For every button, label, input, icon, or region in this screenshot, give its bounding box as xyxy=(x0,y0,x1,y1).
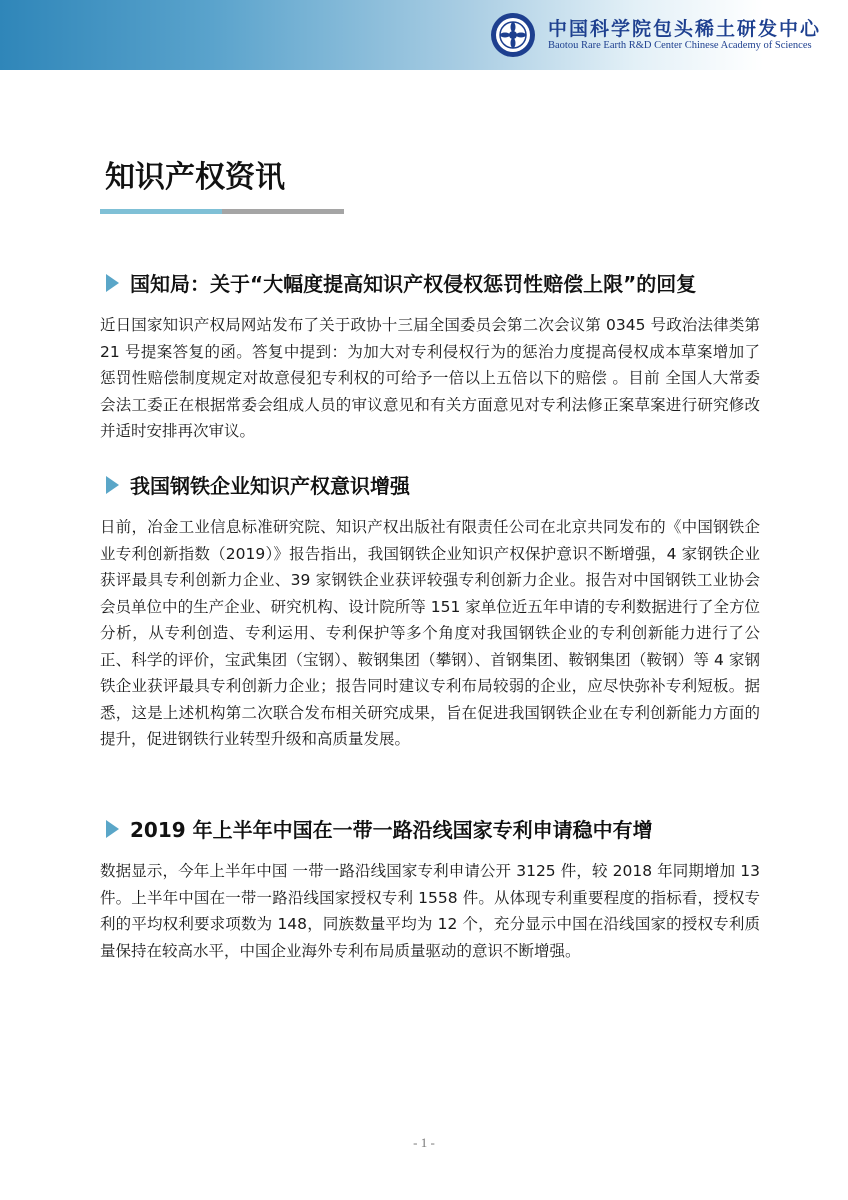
article-heading-text: 国知局：关于“大幅度提高知识产权侵权惩罚性赔偿上限”的回复 xyxy=(130,272,697,296)
triangle-bullet-icon xyxy=(106,274,119,292)
page-number: - 1 - xyxy=(413,1135,435,1150)
triangle-bullet-icon xyxy=(106,820,119,838)
page-title: 知识产权资讯 xyxy=(105,160,285,195)
article-heading xyxy=(100,814,760,844)
title-underline xyxy=(100,209,344,214)
article-heading-text: 我国钢铁企业知识产权意识增强 xyxy=(130,474,410,498)
triangle-bullet-icon xyxy=(106,476,119,494)
article-body: 近日国家知识产权局网站发布了关于政协十三届全国委员会第二次会议第 0345 号政治法律类第 21 号提案答复的函。答复中提到：为加大对专利侵权行为的惩治力度提高侵权成本草案增加了惩罚性赔偿制度规定对故意侵犯专利权的可给予一倍以上五倍以下的赔偿 。目前 全国人大常委会法工委正在根据常委会组成人员的审议意见和有关方面意见对专利法修正案草案进行研究修改并适时安排再次审议。 xyxy=(100,316,760,440)
article-3 xyxy=(100,814,760,964)
article-2 xyxy=(100,470,760,753)
article-heading xyxy=(100,470,760,500)
article-1 xyxy=(100,268,760,445)
org-name-en: Baotou Rare Earth R&D Center Chinese Academy of Sciences xyxy=(548,40,812,51)
article-heading-text: 2019 年上半年中国在一带一路沿线国家专利申请稳中有增 xyxy=(130,818,653,842)
org-name-cn: 中国科学院包头稀土研发中心 xyxy=(548,18,822,40)
article-heading xyxy=(100,268,760,298)
article-body: 日前，冶金工业信息标准研究院、知识产权出版社有限责任公司在北京共同发布的《中国钢铁企业专利创新指数（2019）》报告指出，我国钢铁企业知识产权保护意识不断增强，4 家钢铁企业获评最具专利创新力企业、39 家钢铁企业获评较强专利创新力企业。报告对中国钢铁工业协会会员单位中的生产企业、研究机构、设计院所等 151 家单位近五年申请的专利数据进行了全方位分析，从专利创造、专利运用、专利保护等多个角度对我国钢铁企业的专利创新能力进行了公正、科学的评价，宝武集团（宝钢）、鞍钢集团（攀钢）、首钢集团、鞍钢集团（鞍钢）等 4 家钢铁企业获评最具专利创新力企业；报告同时建议专利布局较弱的企业，应尽快弥补专利短板。据悉，这是上述机构第二次联合发布相关研究成果，旨在促进我国钢铁企业在专利创新能力方面的提升，促进钢铁行业转型升级和高质量发展。 xyxy=(100,518,761,748)
cas-emblem-icon xyxy=(490,12,536,58)
article-body: 数据显示，今年上半年中国 一带一路沿线国家专利申请公开 3125 件，较 2018 年同期增加 13 件。上半年中国在一带一路沿线国家授权专利 1558 件。从体现专利重要程度的指标看，授权专利的平均权利要求项数为 148，同族数量平均为 12 个，充分显示中国在沿线国家的授权专利质量保持在较高水平，中国企业海外专利布局质量驱动的意识不断增强。 xyxy=(100,862,760,960)
header-band xyxy=(0,0,848,70)
